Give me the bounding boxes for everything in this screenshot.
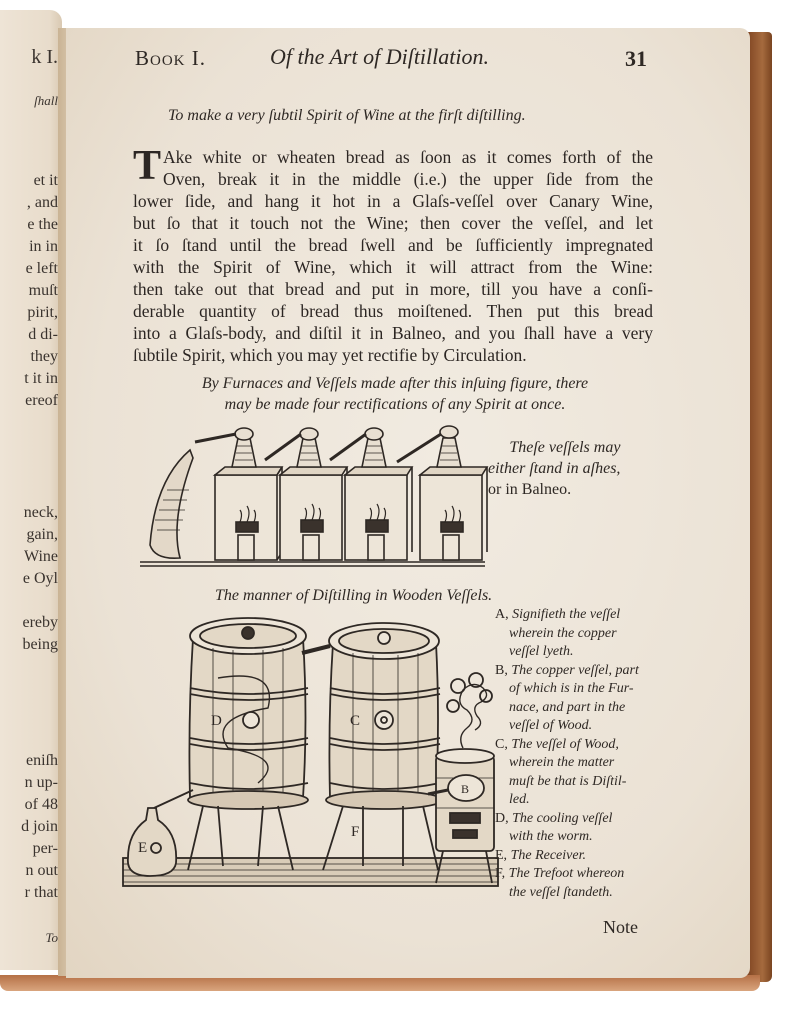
left-page-line: r that	[24, 884, 58, 901]
legend-line: nace, and part in the	[509, 699, 626, 715]
figure2-legend	[495, 606, 660, 902]
label-b: B	[461, 782, 470, 796]
body-line: into a Glaſs-body, and diſtil it in Balneo, and you ſhall have a very	[133, 323, 653, 343]
legend-line: veſſel of Wood.	[509, 718, 593, 733]
left-page-line: et it	[33, 172, 58, 189]
left-page-line: To	[45, 930, 58, 945]
left-page-line: , and	[26, 194, 58, 211]
legend-line: led.	[509, 792, 530, 807]
body-line: Oven, break it in the middle (i.e.) the upper ſide from the	[163, 169, 653, 189]
wooden-vessels-illustration	[118, 608, 506, 893]
body-line: derable quantity of bread thus moiſtened. Then put this bread	[133, 301, 653, 321]
legend-line: The veſſel of Wood,	[511, 736, 619, 752]
legend-item-f	[495, 865, 660, 902]
left-page-line: n up-	[24, 774, 58, 791]
drop-cap: T	[133, 143, 162, 189]
left-page-line: t it in	[24, 370, 58, 387]
legend-line: muſt be that is Diſtil-	[509, 773, 627, 789]
left-page-line: neck,	[23, 504, 58, 521]
left-page-line: n out	[25, 862, 58, 879]
legend-line: with the worm.	[509, 829, 593, 844]
left-page-line: muſt	[28, 282, 58, 299]
left-page-line: per-	[32, 840, 58, 857]
left-page-line: Wine	[23, 548, 58, 565]
legend-key: D,	[495, 810, 509, 826]
figure2-caption: The manner of Diſtilling in Wooden Veſſels.	[215, 587, 493, 604]
left-page-line: they	[30, 348, 58, 365]
left-page-line: being	[22, 636, 58, 653]
legend-key: B,	[495, 662, 508, 678]
legend-line: veſſel lyeth.	[509, 644, 574, 659]
legend-line: The copper veſſel, part	[511, 662, 639, 678]
legend-line: The cooling veſſel	[512, 810, 613, 826]
legend-key: C,	[495, 736, 508, 752]
left-page-line: e left	[25, 260, 58, 277]
section-title: To make a very ſubtil Spirit of Wine at the firſt diſtilling.	[168, 107, 526, 124]
left-page-line: e Oyl	[22, 570, 58, 587]
running-head	[135, 46, 655, 76]
left-page-line: d join	[21, 818, 58, 835]
page-number: 31	[625, 46, 647, 71]
catchword: Note	[603, 917, 638, 937]
note-line: either ſtand in aſhes,	[488, 460, 621, 477]
body-line: then take out that bread and put in more, till you have a conſi-	[133, 279, 653, 299]
left-page-line: gain,	[26, 526, 58, 543]
left-page-line: ſhall	[34, 93, 58, 108]
legend-line: The Receiver.	[510, 847, 586, 863]
legend-item-c	[495, 736, 660, 810]
furnaces-illustration	[135, 420, 490, 570]
book-number: Book I.	[135, 46, 206, 70]
note-line: Theſe veſſels may	[509, 439, 621, 456]
legend-key: A,	[495, 607, 509, 622]
left-page-line: ereof	[25, 392, 58, 409]
body-line: it ſo ſtand until the bread ſwell and be ſufficiently impregnated	[133, 235, 653, 255]
body-line: ſubtile Spirit, which you may yet rectifie by Circulation.	[133, 345, 527, 365]
legend-item-a	[495, 606, 660, 662]
left-running-head: k I.	[31, 46, 58, 68]
legend-key: F,	[495, 866, 506, 881]
body-line: with the Spirit of Wine, which it will attract from the Wine:	[133, 257, 653, 277]
legend-line: of which is in the Fur-	[509, 681, 634, 696]
left-page-line: pirit,	[27, 304, 58, 321]
left-page	[0, 10, 62, 970]
body-line: lower ſide, and hang it hot in a Glaſs-veſſel over Canary Wine,	[133, 191, 653, 211]
label-f: F	[351, 824, 360, 840]
left-page-line: e the	[27, 216, 58, 233]
legend-line: the veſſel ſtandeth.	[509, 884, 613, 900]
legend-line: wherein the copper	[509, 625, 617, 641]
legend-item-b	[495, 662, 660, 736]
left-page-line: ereby	[22, 614, 58, 631]
chapter-title: Of the Art of Diſtillation.	[270, 44, 489, 69]
body-paragraph	[133, 143, 653, 366]
label-c: C	[350, 713, 361, 729]
figure1-side-note	[488, 437, 620, 500]
note-line: or in Balneo.	[488, 481, 572, 498]
legend-line: wherein the matter	[509, 755, 615, 770]
left-page-line: d di-	[28, 326, 58, 343]
caption-line: may be made four rectifications of any Spirit at once.	[224, 396, 566, 413]
legend-key: E,	[495, 847, 508, 863]
legend-line: The Trefoot whereon	[508, 866, 625, 881]
caption-line: By Furnaces and Veſſels made after this inſuing figure, there	[201, 375, 589, 392]
legend-line: Signifieth the veſſel	[512, 607, 621, 622]
legend-item-e	[495, 847, 660, 866]
left-page-line: eniſh	[26, 752, 58, 769]
legend-item-d	[495, 810, 660, 847]
figure1-caption	[150, 373, 640, 415]
label-e: E	[138, 840, 148, 856]
left-page-line: of 48	[24, 796, 58, 813]
left-page-line: in in	[29, 238, 58, 255]
body-line: but ſo that it touch not the Wine; then cover the veſſel, and let	[133, 213, 653, 233]
label-d: D	[211, 713, 222, 729]
body-line: Ake white or wheaten bread as ſoon as it comes forth of the	[163, 147, 653, 167]
